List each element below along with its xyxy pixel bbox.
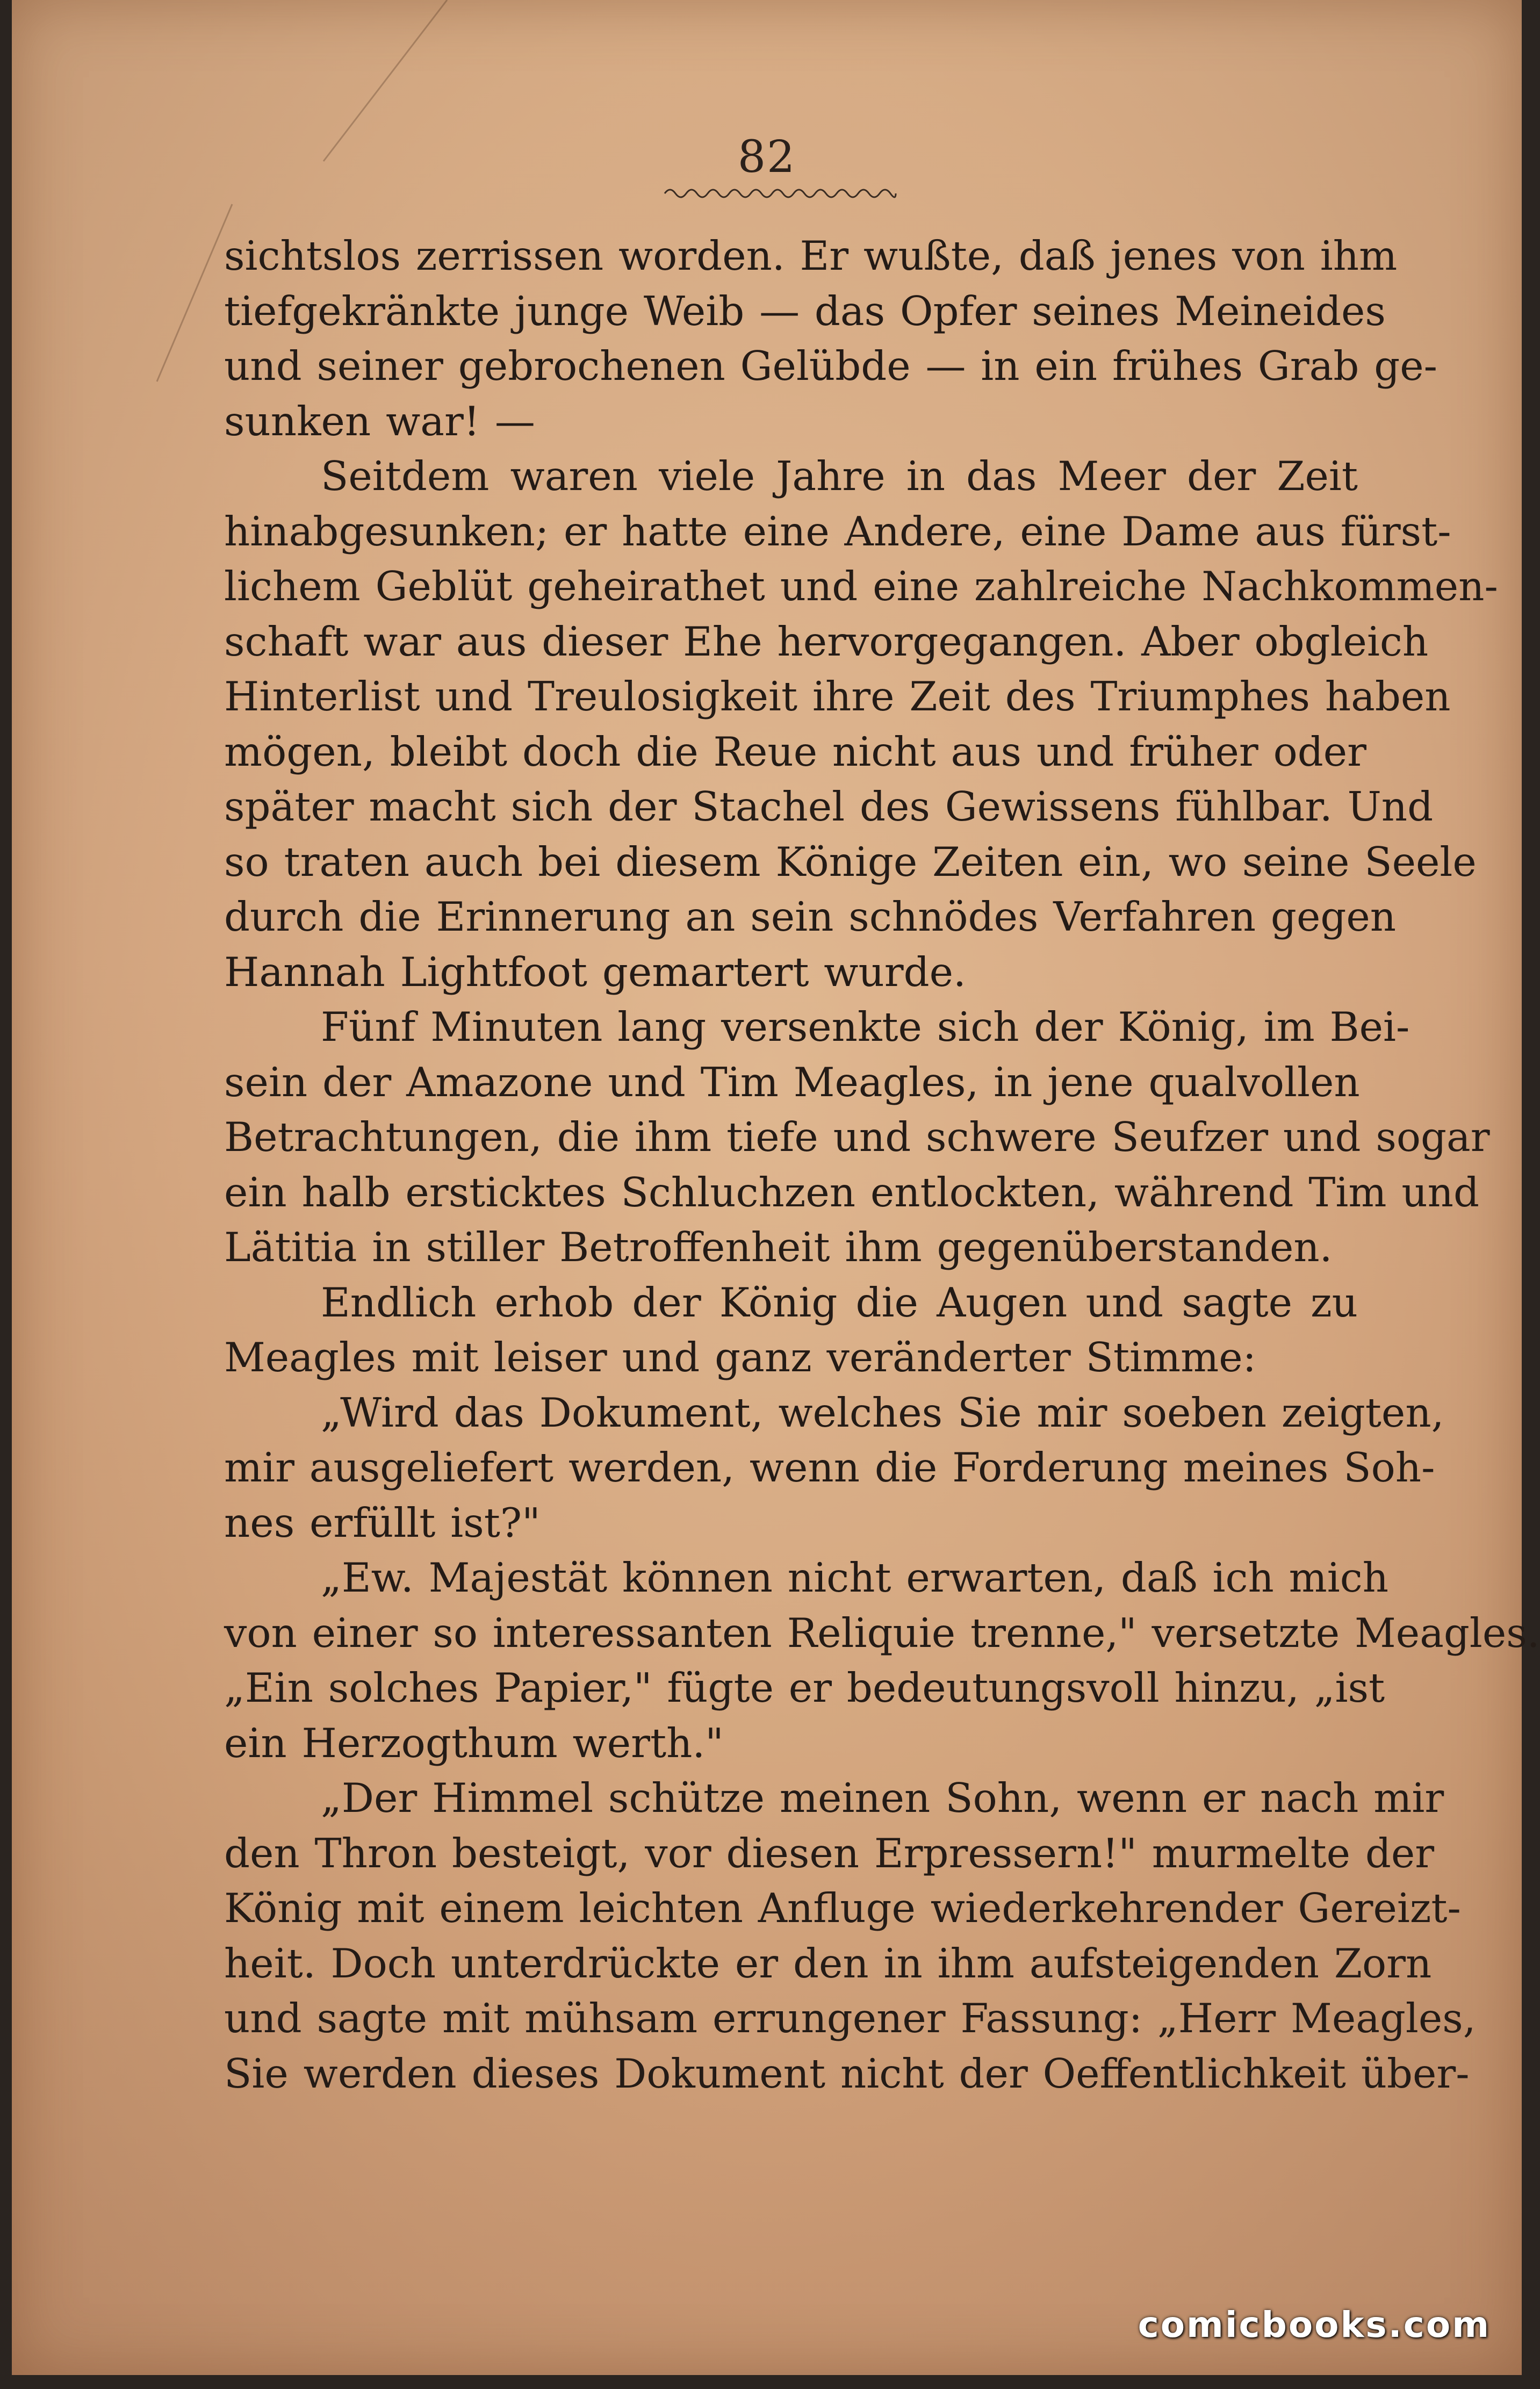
text-line: Fünf Minuten lang versenkte sich der König, im Bei- <box>321 1003 1410 1050</box>
text-line: nes erfüllt ist?" <box>224 1499 541 1546</box>
text-line: sunken war! — <box>224 397 535 445</box>
text-line: Hinterlist und Treulosigkeit ihre Zeit des Triumphes haben <box>224 673 1451 720</box>
text-line: tiefgekränkte junge Weib — das Opfer seines Meineides <box>224 287 1386 335</box>
text-line: „Ew. Majestät können nicht erwarten, daß ich mich <box>321 1554 1389 1601</box>
text-line: ein halb ersticktes Schluchzen entlockten, während Tim und <box>224 1168 1479 1216</box>
text-line: und sagte mit mühsam errungener Fassung: „Herr Meagles, <box>224 1995 1476 2042</box>
book-page <box>12 0 1540 2375</box>
text-line: ein Herzogthum werth." <box>224 1719 724 1767</box>
text-line: hinabgesunken; er hatte eine Andere, eine Dame aus fürst- <box>224 507 1451 555</box>
text-line: schaft war aus dieser Ehe hervorgegangen. Aber obgleich <box>224 617 1429 665</box>
text-line: Hannah Lightfoot gemartert wurde. <box>224 948 966 996</box>
text-line: so traten auch bei diesem Könige Zeiten ein, wo seine Seele <box>224 838 1477 886</box>
text-line: Endlich erhob der König die Augen und sagte zu <box>321 1278 1358 1326</box>
text-line: und seiner gebrochenen Gelübde — in ein frühes Grab ge- <box>224 342 1437 390</box>
text-line: mögen, bleibt doch die Reue nicht aus und früher oder <box>224 728 1367 775</box>
text-line: durch die Erinnerung an sein schnödes Verfahren gegen <box>224 893 1397 940</box>
text-line: König mit einem leichten Anfluge wiederkehrender Gereizt- <box>224 1884 1461 1932</box>
text-line: Sie werden dieses Dokument nicht der Oeffentlichkeit über- <box>224 2049 1470 2097</box>
text-line: sichtslos zerrissen worden. Er wußte, daß jenes von ihm <box>224 232 1398 279</box>
text-line: „Wird das Dokument, welches Sie mir soeben zeigten, <box>321 1388 1444 1436</box>
text-line: heit. Doch unterdrückte er den in ihm aufsteigenden Zorn <box>224 1939 1432 1987</box>
text-line: mir ausgeliefert werden, wenn die Forderung meines Soh- <box>224 1444 1435 1491</box>
text-line: Seitdem waren viele Jahre in das Meer der Zeit <box>321 452 1358 500</box>
text-line: „Ein solches Papier," fügte er bedeutungsvoll hinzu, „ist <box>224 1664 1385 1711</box>
text-line: lichem Geblüt geheirathet und eine zahlreiche Nachkommen- <box>224 563 1498 610</box>
text-line: von einer so interessanten Reliquie trenne," versetzte Meagles. <box>224 1609 1540 1657</box>
text-line: Meagles mit leiser und ganz veränderter Stimme: <box>224 1334 1256 1381</box>
page-number: 82 <box>737 132 796 183</box>
watermark: comicbooks.com <box>1138 2304 1491 2345</box>
text-line: Lätitia in stiller Betroffenheit ihm gegenüberstanden. <box>224 1224 1333 1271</box>
body-text <box>224 228 1540 2101</box>
text-line: sein der Amazone und Tim Meagles, in jene qualvollen <box>224 1058 1360 1106</box>
text-line: Betrachtungen, die ihm tiefe und schwere Seufzer und sogar <box>224 1113 1490 1161</box>
text-line: später macht sich der Stachel des Gewissens fühlbar. Und <box>224 783 1434 830</box>
text-line: „Der Himmel schütze meinen Sohn, wenn er nach mir <box>321 1774 1444 1822</box>
wave-ornament <box>665 185 896 202</box>
text-line: den Thron besteigt, vor diesen Erpressern!" murmelte der <box>224 1829 1435 1877</box>
